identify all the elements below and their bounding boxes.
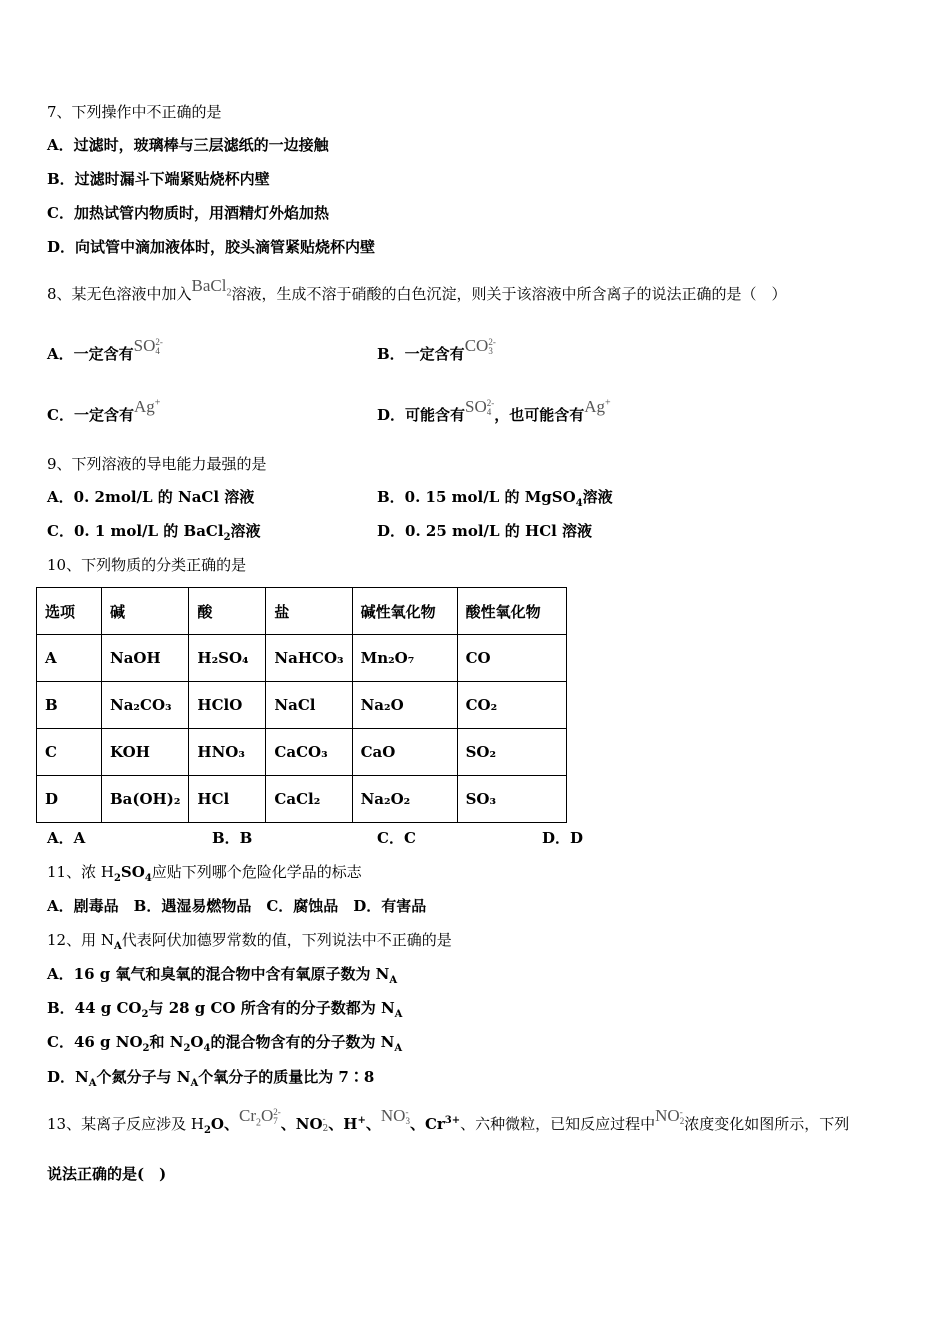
q8-stem: 8、某无色溶液中加入BaCl$_2$溶液，生成不溶于硝酸的白色沉淀，则关于该溶液中所含离子的说法正确的是（ ） [47, 276, 787, 303]
table-row [37, 682, 567, 729]
header-cell: 酸 [189, 588, 266, 635]
q7-option-d: D．向试管中滴加液体时，胶头滴管紧贴烧杯内壁 [47, 238, 376, 256]
table-cell: SO₃ [457, 776, 566, 823]
q11-options: A．剧毒品 B．遇湿易燃物品 C．腐蚀品 D．有害品 [47, 897, 427, 915]
q12-option-a: A．16 g 氧气和臭氧的混合物中含有氧原子数为 $N_A$ [47, 965, 398, 986]
q7-stem: 7、下列操作中不正确的是 [47, 103, 222, 121]
table-cell: C [37, 729, 102, 776]
table-cell: CO [457, 635, 566, 682]
table-cell: NaHCO₃ [266, 635, 352, 682]
header-cell: 碱性氧化物 [352, 588, 457, 635]
q10-option-b: B．B [212, 829, 253, 847]
q9-option-c: C．0. 1 mol/L 的 BaCl$_2$溶液 [47, 522, 261, 543]
dichromate-ion: $Cr_2O2-$ 7 [238, 1106, 281, 1129]
q9-stem: 9、下列溶液的导电能力最强的是 [47, 455, 267, 473]
table-cell: Na₂O₂ [352, 776, 457, 823]
table-cell: CaCl₂ [266, 776, 352, 823]
nitrite-ion: NO- 2 [655, 1106, 685, 1127]
q10-option-a: A．A [47, 829, 86, 847]
table-cell: HClO [189, 682, 266, 729]
q12-option-d: D．$N_A$个氮分子与 $N_A$个氧分子的质量比为 7∶8 [47, 1068, 375, 1089]
q7-option-c: C．加热试管内物质时，用酒精灯外焰加热 [47, 204, 329, 222]
q12-stem: 12、用 $N_A$代表阿伏加德罗常数的值，下列说法中不正确的是 [47, 931, 452, 952]
header-cell: 选项 [37, 588, 102, 635]
header-cell: 酸性氧化物 [457, 588, 566, 635]
table-cell: NaOH [102, 635, 189, 682]
table-cell: Mn₂O₇ [352, 635, 457, 682]
q13-stem: 13、某离子反应涉及 $H_2O$、$Cr_2O2-$ 7 、NO- 2、H+、NO- 3、$Cr^{3+}$、六种微粒，已知反应过程中NO- 2浓度变化如图所示，下列 [47, 1106, 850, 1136]
q8-option-a: A．一定含有SO2- 4 [47, 336, 163, 363]
q9-option-d: D．0. 25 mol/L 的 HCl 溶液 [377, 522, 593, 540]
table-cell: CaCO₃ [266, 729, 352, 776]
table-header-row [37, 588, 567, 635]
table-row [37, 729, 567, 776]
q13-stem-line2: 说法正确的是( ) [47, 1165, 167, 1183]
table-cell: SO₂ [457, 729, 566, 776]
table-cell: H₂SO₄ [189, 635, 266, 682]
q12-option-b: B．44 g $CO_2$与 28 g CO 所含有的分子数都为 $N_A$ [47, 999, 403, 1020]
classification-table [36, 587, 567, 823]
q8-option-c: C．一定含有Ag+ [47, 397, 161, 424]
table-cell: Na₂CO₃ [102, 682, 189, 729]
q9-option-b: B．0. 15 mol/L 的 MgSO$_4$溶液 [377, 488, 613, 509]
table-row [37, 635, 567, 682]
table-cell: CaO [352, 729, 457, 776]
table-cell: D [37, 776, 102, 823]
q7-option-b: B．过滤时漏斗下端紧贴烧杯内壁 [47, 170, 270, 188]
q7-option-a: A．过滤时，玻璃棒与三层滤纸的一边接触 [47, 136, 329, 154]
q10-stem: 10、下列物质的分类正确的是 [47, 556, 247, 574]
table-cell: A [37, 635, 102, 682]
table-cell: NaCl [266, 682, 352, 729]
table-cell: HNO₃ [189, 729, 266, 776]
table-row [37, 776, 567, 823]
table-cell: HCl [189, 776, 266, 823]
q10-option-c: C．C [377, 829, 416, 847]
q8-option-d: D．可能含有SO2- 4 ，也可能含有Ag+ [377, 397, 611, 424]
table-cell: CO₂ [457, 682, 566, 729]
q8-reagent: BaCl$_2$ [191, 276, 232, 299]
q8-option-b: B．一定含有CO2- 3 [377, 336, 496, 363]
nitrate-ion: NO- 3 [380, 1106, 410, 1127]
table-cell: KOH [102, 729, 189, 776]
q9-option-a: A．0. 2mol/L 的 NaCl 溶液 [47, 488, 255, 506]
table-cell: B [37, 682, 102, 729]
q10-option-d: D．D [542, 829, 584, 847]
header-cell: 碱 [102, 588, 189, 635]
table-cell: Ba(OH)₂ [102, 776, 189, 823]
q11-stem: 11、浓 $H_2SO_4$应贴下列哪个危险化学品的标志 [47, 863, 362, 884]
header-cell: 盐 [266, 588, 352, 635]
q12-option-c: C．46 g $NO_2$和 $N_2O_4$的混合物含有的分子数为 $N_A$ [47, 1033, 403, 1054]
table-cell: Na₂O [352, 682, 457, 729]
